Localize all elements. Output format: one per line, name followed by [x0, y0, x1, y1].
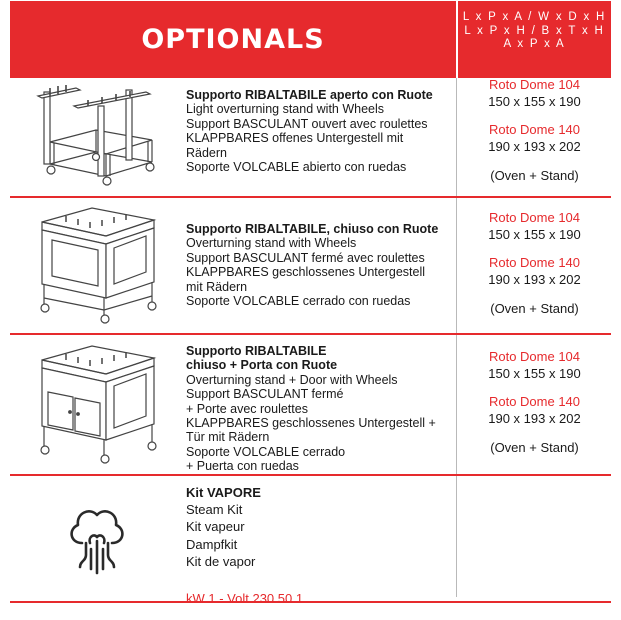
row-separator [10, 474, 611, 476]
open-stand-with-wheels-icon [36, 82, 161, 187]
option-dimensions [458, 348, 611, 456]
model-size: 190 x 193 x 202 [488, 139, 581, 154]
option-line: mit Rädern [186, 279, 248, 294]
option-title: Supporto RIBALTABILE [186, 344, 327, 358]
model-name: Roto Dome 104 [488, 210, 581, 225]
option-title: Kit VAPORE [186, 485, 261, 500]
option-line: Rädern [186, 145, 227, 160]
option-line: Steam Kit [186, 502, 243, 518]
option-line: Kit de vapor [186, 553, 256, 569]
option-line: Dampfkit [186, 536, 238, 552]
row-separator [10, 333, 611, 335]
option-title: Supporto RIBALTABILE aperto con Ruote [186, 88, 433, 102]
option-line: Soporte VOLCABLE cerrado [186, 444, 346, 459]
closed-stand-with-door-icon [36, 344, 161, 464]
header-bar [10, 1, 611, 78]
option-description [186, 484, 456, 607]
page-title: OPTIONALS [141, 24, 325, 55]
option-description [186, 344, 456, 474]
dimensions-legend-line: L x P x H / B x T x H [464, 24, 605, 37]
model-size: 150 x 155 x 190 [488, 94, 581, 109]
steam-cloud-icon [64, 503, 130, 579]
option-line: Overturning stand with Wheels [186, 236, 357, 251]
model-size: 150 x 155 x 190 [488, 366, 581, 381]
dimensions-legend-line: L x P x A / W x D x H [462, 11, 607, 23]
model-name: Roto Dome 140 [488, 255, 581, 270]
option-title: chiuso + Porta con Ruote [186, 358, 338, 373]
option-line: KLAPPBARES offenes Untergestell mit [186, 131, 404, 146]
option-line: Tür mit Rädern [186, 430, 270, 445]
option-note: (Oven + Stand) [490, 440, 579, 455]
option-title: Supporto RIBALTABILE, chiuso con Ruote [186, 222, 439, 236]
option-line: Support BASCULANT ouvert avec roulettes [186, 116, 428, 131]
option-line: KLAPPBARES geschlossenes Untergestell [186, 265, 426, 280]
closed-stand-with-wheels-icon [36, 206, 161, 324]
column-divider [456, 78, 457, 597]
option-description [186, 222, 456, 308]
option-line: Soporte VOLCABLE cerrado con ruedas [186, 294, 411, 309]
dimensions-legend [458, 11, 611, 52]
row-separator [10, 196, 611, 198]
option-line: + Puerta con ruedas [186, 459, 299, 474]
option-description [186, 88, 456, 174]
option-line: Kit vapeur [186, 519, 245, 535]
model-size: 190 x 193 x 202 [488, 272, 581, 287]
model-name: Roto Dome 140 [488, 394, 581, 409]
option-line: Support BASCULANT fermé [186, 387, 344, 402]
option-line: Support BASCULANT fermé avec roulettes [186, 250, 425, 265]
model-size: 190 x 193 x 202 [488, 411, 581, 426]
option-line: + Porte avec roulettes [186, 401, 308, 416]
option-note: (Oven + Stand) [490, 168, 579, 183]
model-name: Roto Dome 140 [488, 122, 581, 137]
option-line: Overturning stand + Door with Wheels [186, 372, 398, 387]
option-dimensions [458, 76, 611, 184]
model-name: Roto Dome 104 [488, 349, 581, 364]
option-note: (Oven + Stand) [490, 301, 579, 316]
option-line: KLAPPBARES geschlossenes Untergestell + [186, 416, 436, 431]
option-dimensions [458, 209, 611, 317]
model-size: 150 x 155 x 190 [488, 227, 581, 242]
power-spec: kW 1 - Volt 230 50 1 [186, 591, 304, 607]
dimensions-legend-line: A x P x A [503, 38, 566, 50]
model-name: Roto Dome 104 [488, 77, 581, 92]
option-line: Soporte VOLCABLE abierto con ruedas [186, 160, 407, 175]
option-line: Light overturning stand with Wheels [186, 102, 385, 117]
